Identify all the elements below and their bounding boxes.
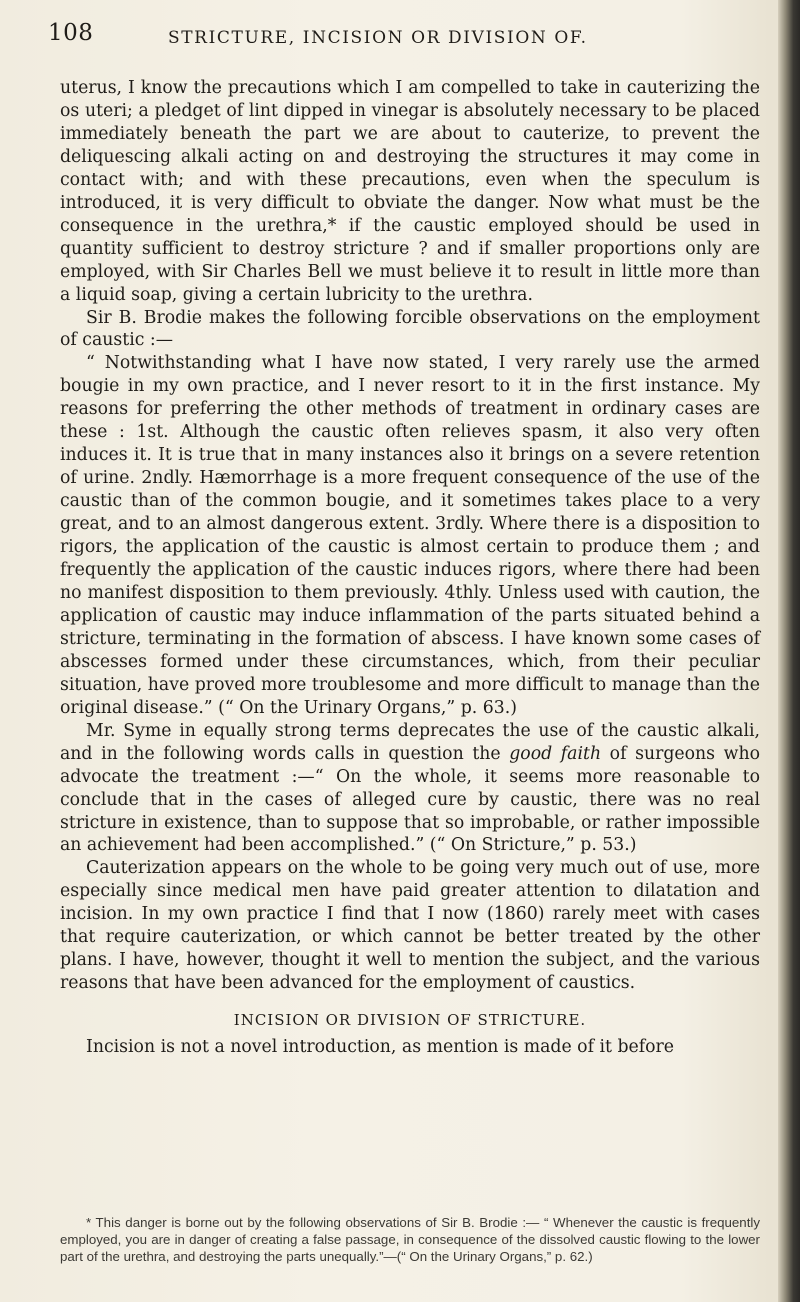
paragraph-4-text-a: Mr. Syme in equally strong terms deprecates the use of the caustic alkali, and in the following words calls in question the xyxy=(60,720,760,764)
page-edge-shadow xyxy=(778,0,800,1302)
footnote-text: * This danger is borne out by the following observations of Sir B. Brodie :— “ Whenever the caustic is frequently employed, you are in danger of creating a false passage, in consequence of the dissolved caustic flowing to the lower part of the urethra, and destroying the parts unequally.”—(“ On the Urinary Organs,” p. 62.) xyxy=(60,1215,760,1264)
footnote xyxy=(60,1214,760,1265)
paragraph-4-text-b: of surgeons who advocate the treatment :—“ On the whole, it seems more reasonable to conclude that in the cases of alleged cure by caustic, there was no real stricture in existence, than to suppose that so improbable, or rather impossible an achievement had been accomplished.” (“ On Stricture,” p. 53.) xyxy=(60,743,760,856)
paragraph-4 xyxy=(60,720,760,858)
page-header xyxy=(48,20,768,64)
page-number: 108 xyxy=(48,20,94,46)
paragraph-2: Sir B. Brodie makes the following forcible observations on the employment of caustic :— xyxy=(60,307,760,351)
section-heading: INCISION OR DIVISION OF STRICTURE. xyxy=(233,1011,587,1030)
body-text xyxy=(60,77,760,1059)
paragraph-1: uterus, I know the precautions which I am compelled to take in cauterizing the os uteri; a pledget of lint dipped in vinegar is absolutely necessary to be placed immediately beneath the part we are about to cauterize, to prevent the deliquescing alkali acting on and destroying the structures it may come in contact with; and with these precautions, even when the speculum is introduced, it is very difficult to obviate the danger. Now what must be the consequence in the urethra,* if the caustic employed should be used in quantity sufficient to destroy stricture ? and if smaller proportions only are employed, with Sir Charles Bell we must believe it to result in little more than a liquid soap, giving a certain lubricity to the urethra. xyxy=(60,78,760,305)
paragraph-3-quote: “ Notwithstanding what I have now stated, I very rarely use the armed bougie in my own practice, and I never resort to it in the first instance. My reasons for preferring the other methods of treatment in ordinary cases are these : 1st. Although the caustic often relieves spasm, it also very often induces it. It is true that in many instances also it brings on a severe retention of urine. 2ndly. Hæmorrhage is a more frequent consequence of the use of the caustic than of the common bougie, and it sometimes takes place to a very great, and to an almost dangerous extent. 3rdly. Where there is a disposition to rigors, the application of the caustic is almost certain to produce them ; and frequently the application of the caustic induces rigors, where there had been no manifest disposition to them previously. 4thly. Unless used with caution, the application of caustic may induce inflammation of the parts situated behind a stricture, terminating in the formation of abscess. I have known some cases of abscesses formed under these circumstances, which, from their peculiar situation, have proved more troublesome and more difficult to manage than the original disease.” (“ On the Urinary Organs,” p. 63.) xyxy=(60,353,760,718)
paragraph-5: Cauterization appears on the whole to be going very much out of use, more especially since medical men have paid greater attention to dilatation and incision. In my own practice I find that I now (1860) rarely meet with cases that require cauterization, or which cannot be better treated by the other plans. I have, however, thought it well to mention the subject, and the various reasons that have been advanced for the employment of caustics. xyxy=(60,858,760,994)
paragraph-6: Incision is not a novel introduction, as mention is made of it before xyxy=(86,1037,675,1058)
running-head: STRICTURE, INCISION OR DIVISION OF. xyxy=(168,28,588,48)
paragraph-4-italic: good faith xyxy=(509,743,602,764)
